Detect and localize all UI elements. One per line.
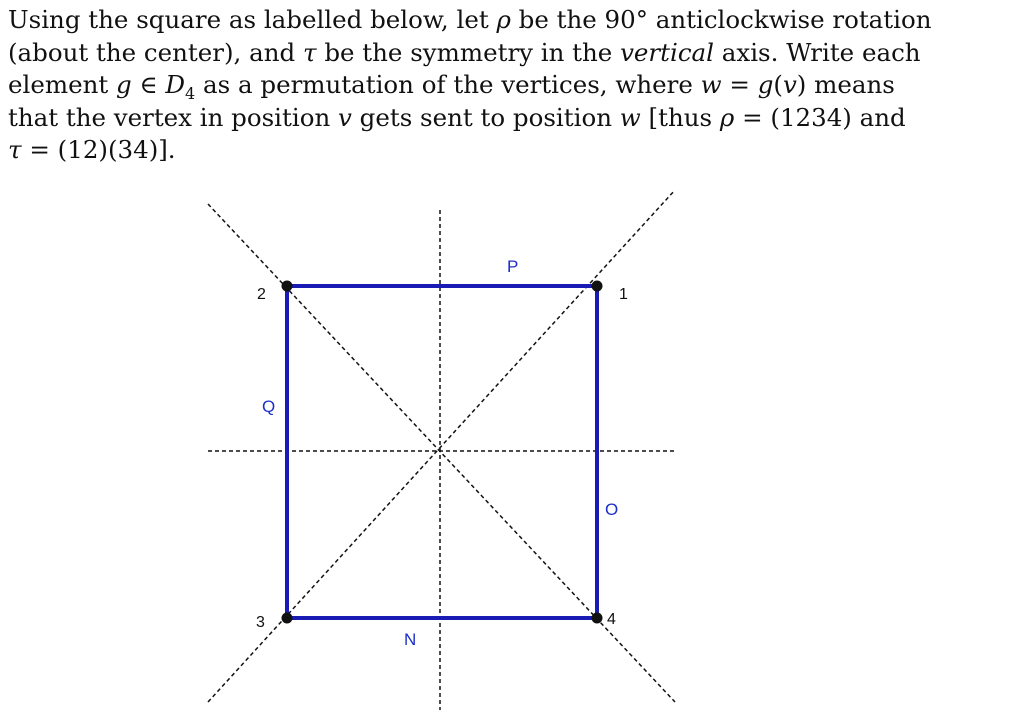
diagonal-axis-3-1: [208, 190, 675, 702]
text-segment: ) means: [796, 70, 895, 99]
vertex-label-1: 1: [619, 286, 628, 303]
vertex-4: [592, 613, 603, 624]
v-symbol: v: [338, 102, 352, 132]
edge-label-bottom: N: [404, 630, 417, 649]
vertex-2: [282, 281, 293, 292]
edge-label-right: O: [605, 500, 619, 519]
text-segment: be the symmetry in the: [316, 37, 621, 67]
rho-symbol: ρ: [719, 102, 735, 132]
text-segment: = (12)(34)].: [21, 135, 176, 164]
vertex-3: [282, 613, 293, 624]
vertex-label-4: 4: [607, 611, 616, 628]
text-segment: as a permutation of the vertices, where: [195, 70, 701, 99]
text-segment: [thus: [640, 102, 720, 132]
text-segment: = (1234) and: [734, 102, 906, 132]
w-symbol: w: [619, 102, 641, 132]
vertex-label-2: 2: [257, 286, 266, 303]
text-segment: (: [773, 70, 783, 99]
vertices: [282, 281, 603, 624]
symmetry-axes: [208, 190, 675, 710]
g-symbol: g: [757, 70, 774, 99]
g-symbol: g: [115, 70, 132, 99]
text-segment: be the 90° anticlockwise rotation: [510, 5, 932, 34]
text-segment: element: [8, 70, 116, 99]
edge-label-top: P: [507, 257, 519, 276]
text-segment: axis. Write each: [714, 37, 921, 67]
v-symbol: v: [782, 70, 797, 99]
element-of-symbol: ∈: [131, 70, 166, 99]
text-segment: (about the center), and: [8, 37, 303, 67]
text-segment: =: [721, 70, 758, 99]
dihedral-subscript: 4: [185, 83, 196, 103]
text-segment: that the vertex in position: [8, 102, 339, 132]
tau-symbol: τ: [8, 135, 22, 164]
edge-label-left: Q: [262, 397, 276, 416]
vertical-emphasis: vertical: [620, 37, 714, 67]
tau-symbol: τ: [302, 37, 317, 67]
diagonal-axis-2-4: [208, 204, 675, 702]
dihedral-symbol: D: [165, 70, 186, 99]
w-symbol: w: [700, 70, 722, 99]
vertex-1: [592, 281, 603, 292]
text-segment: Using the square as labelled below, let: [8, 5, 497, 34]
vertex-label-3: 3: [256, 614, 265, 631]
rho-symbol: ρ: [496, 5, 511, 34]
text-segment: gets sent to position: [351, 102, 620, 132]
